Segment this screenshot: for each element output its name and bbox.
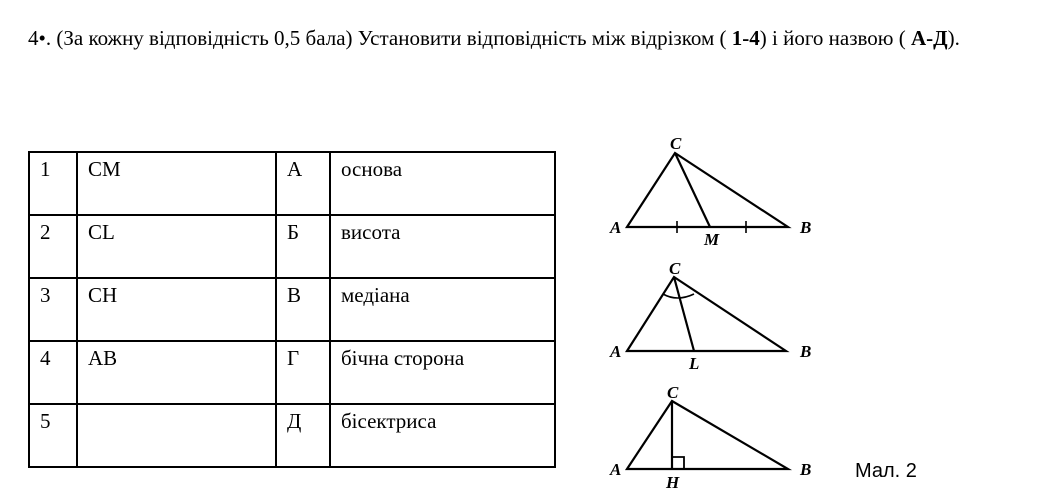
segment-cell: CL <box>77 215 276 278</box>
label-a: A <box>610 218 622 237</box>
range-names: А-Д <box>910 26 948 50</box>
question-text: 4•. (За кожну відповідність 0,5 бала) Установити відповідність між відрізком ( 1-4) і його назвою ( А-Д). <box>28 26 960 50</box>
row-number: 3 <box>29 278 77 341</box>
name-cell: основа <box>330 152 555 215</box>
letter-cell: Г <box>276 341 330 404</box>
table-row <box>29 152 555 215</box>
segment-cell: AB <box>77 341 276 404</box>
label-b: B <box>800 460 812 479</box>
triangle-3 <box>627 401 788 469</box>
figure-altitude <box>609 383 811 492</box>
name-cell: медіана <box>330 278 555 341</box>
label-h: H <box>666 473 680 492</box>
name-cell: бічна сторона <box>330 341 555 404</box>
triangle-figures <box>590 130 830 496</box>
label-l: L <box>689 354 700 373</box>
table-row <box>29 215 555 278</box>
question-number: 4• <box>28 26 46 50</box>
name-cell: бісектриса <box>330 404 555 467</box>
label-a: A <box>610 342 622 361</box>
name-cell: висота <box>330 215 555 278</box>
range-segments: 1-4 <box>731 26 760 50</box>
row-number: 2 <box>29 215 77 278</box>
row-number: 1 <box>29 152 77 215</box>
label-b: B <box>800 342 812 361</box>
segment-cell: CH <box>77 278 276 341</box>
label-b: B <box>800 218 812 237</box>
row-number: 4 <box>29 341 77 404</box>
label-c: C <box>669 259 681 278</box>
row-number: 5 <box>29 404 77 467</box>
letter-cell: А <box>276 152 330 215</box>
label-c: C <box>667 383 679 402</box>
triangle-1 <box>627 153 788 227</box>
letter-cell: Б <box>276 215 330 278</box>
table-row <box>29 278 555 341</box>
matching-table <box>28 151 556 468</box>
figure-caption: Мал. 2 <box>855 460 917 482</box>
segment-cell: CM <box>77 152 276 215</box>
table-row <box>29 341 555 404</box>
segment-cell <box>77 404 276 467</box>
letter-cell: Д <box>276 404 330 467</box>
figure-median <box>609 134 811 249</box>
right-angle-mark <box>672 457 684 469</box>
triangle-2 <box>627 277 786 351</box>
label-m: M <box>704 230 720 249</box>
table-row <box>29 404 555 467</box>
figure-bisector <box>609 259 811 373</box>
letter-cell: В <box>276 278 330 341</box>
label-a: A <box>610 460 622 479</box>
label-c: C <box>670 134 682 153</box>
